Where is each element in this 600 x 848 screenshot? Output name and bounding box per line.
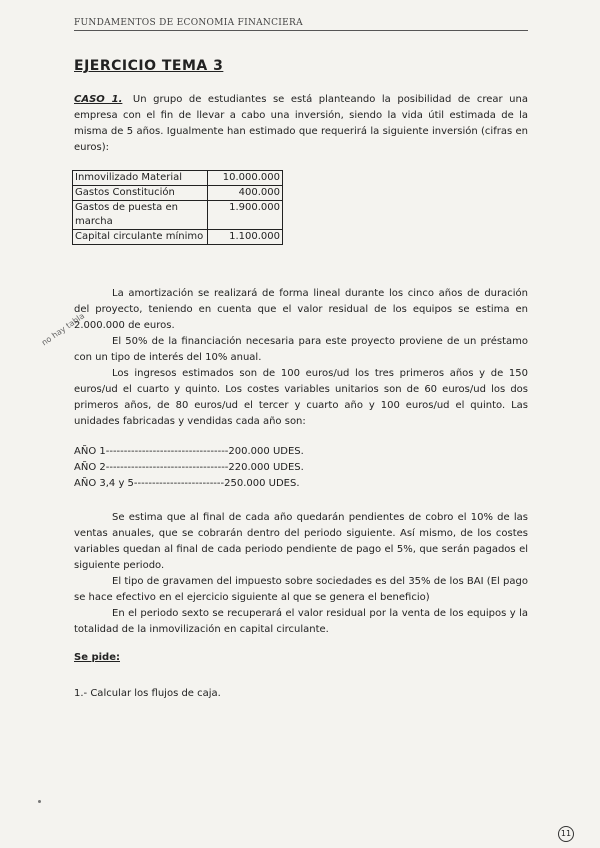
row-amount: 1.900.000: [208, 201, 283, 230]
paragraph-cobros: Se estima que al final de cada año quedarán pendientes de cobro el 10% de las ventas anuales, que se cobrarán dentro del periodo siguiente. Así mismo, de los costes variables quedan al final de cada periodo pendiente de pago el 5%, que serán pagados el siguiente periodo.: [74, 512, 528, 571]
paragraph-ingresos: Los ingresos estimados son de 100 euros/ud los tres primeros años y de 150 euros/ud el cuarto y quinto. Los costes variables unitarios son de 60 euros/ud los dos primeros años, de 80 euros/ud el tercer y cuarto año y 100 euros/ud el quinto. Las unidades fabricadas y vendidas cada año son:: [74, 368, 528, 427]
page-header: FUNDAMENTOS DE ECONOMIA FINANCIERA: [74, 18, 528, 31]
case-intro: [74, 92, 528, 156]
paragraph-amortizacion: La amortización se realizará de forma lineal durante los cinco años de duración del proyecto, teniendo en cuenta que el valor residual de los equipos se estima en 2.000.000 de euros.: [74, 288, 528, 331]
question-1: 1.- Calcular los flujos de caja.: [74, 688, 221, 699]
case-text: Un grupo de estudiantes se está planteando la posibilidad de crear una empresa con el fin de llevar a cabo una inversión, siendo la vida útil estimada de la misma de 5 años. Igualmente han estimado que requerirá la siguiente inversión (cifras en euros):: [74, 94, 528, 153]
table-row: [73, 186, 283, 201]
exercise-title: EJERCICIO TEMA 3: [74, 58, 224, 74]
row-amount: 1.100.000: [208, 230, 283, 245]
investment-table: [72, 170, 283, 245]
row-amount: 10.000.000: [208, 171, 283, 186]
units-year-1: AÑO 1----------------------------------200.000 UDES.: [74, 446, 304, 457]
paragraph-residual: En el periodo sexto se recuperará el valor residual por la venta de los equipos y la totalidad de la inmovilización en capital circulante.: [74, 608, 528, 635]
handwritten-margin-note: no hay tabla: [40, 311, 87, 348]
paragraph-financiacion: El 50% de la financiación necesaria para este proyecto proviene de un préstamo con un tipo de interés del 10% anual.: [74, 336, 528, 363]
margin-dot: [38, 800, 41, 803]
row-concept: Inmovilizado Material: [73, 171, 208, 186]
row-concept: Gastos Constitución: [73, 186, 208, 201]
units-year-3-5: AÑO 3,4 y 5-------------------------250.000 UDES.: [74, 478, 300, 489]
row-concept: Capital circulante mínimo: [73, 230, 208, 245]
table-row: [73, 201, 283, 230]
units-year-2: AÑO 2----------------------------------220.000 UDES.: [74, 462, 304, 473]
table-row: [73, 230, 283, 245]
row-concept: Gastos de puesta en marcha: [73, 201, 208, 230]
table-row: [73, 171, 283, 186]
case-label: CASO 1.: [74, 94, 123, 105]
paragraph-impuesto: El tipo de gravamen del impuesto sobre sociedades es del 35% de los BAI (El pago se hace efectivo en el ejercicio siguiente al que se genera el beneficio): [74, 576, 528, 603]
row-amount: 400.000: [208, 186, 283, 201]
page-number: 11: [558, 826, 574, 842]
se-pide-heading: Se pide:: [74, 652, 120, 663]
